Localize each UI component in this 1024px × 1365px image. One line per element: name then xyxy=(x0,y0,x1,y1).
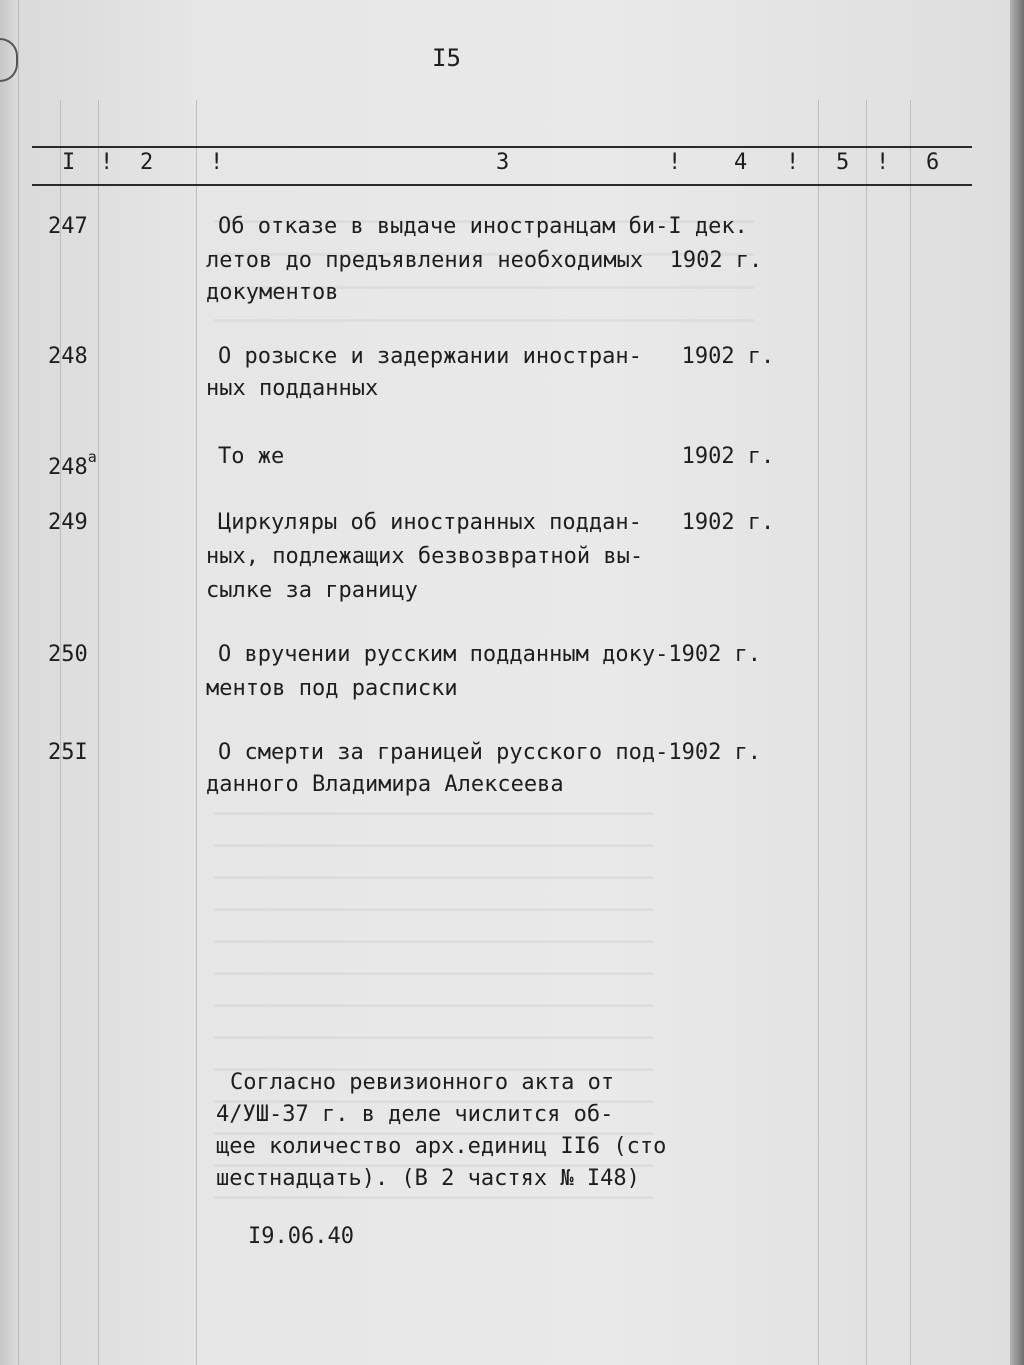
revision-note-line: 4/УШ-37 г. в деле числится об- xyxy=(216,1102,614,1127)
header-col-4: 4 xyxy=(734,150,748,175)
entry-line: Циркуляры об иностранных поддан- 1902 г. xyxy=(218,510,775,535)
entry-line: данного Владимира Алексеева xyxy=(206,772,564,797)
entry-line: О смерти за границей русского под-1902 г. xyxy=(218,740,762,765)
entry-number: 249 xyxy=(48,510,88,535)
form-column-line xyxy=(818,100,819,1365)
form-column-line xyxy=(196,100,197,1365)
entry-line: О розыске и задержании иностран- 1902 г. xyxy=(218,344,775,369)
header-rule-bottom xyxy=(32,184,972,186)
form-column-line xyxy=(98,100,99,1365)
header-rule-top xyxy=(32,146,972,148)
header-sep-1: ! xyxy=(100,150,114,175)
entry-line: летов до предъявления необходимых 1902 г. xyxy=(206,248,763,273)
entry-number: 250 xyxy=(48,642,88,667)
form-column-line xyxy=(60,100,61,1365)
header-col-2: 2 xyxy=(140,150,154,175)
form-column-line xyxy=(866,100,867,1365)
binding-tab xyxy=(0,38,18,82)
page-number: I5 xyxy=(432,44,461,72)
entry-number: 247 xyxy=(48,214,88,239)
entry-number-superscript: а xyxy=(87,448,97,466)
entry-number: 25I xyxy=(48,740,88,765)
entry-number xyxy=(48,440,97,485)
form-column-line xyxy=(910,100,911,1365)
header-sep-5: ! xyxy=(876,150,890,175)
header-col-5: 5 xyxy=(836,150,850,175)
revision-note-line: шестнадцать). (В 2 частях № I48) xyxy=(216,1166,640,1191)
revision-note-line: щее количество арх.единиц II6 (сто xyxy=(216,1134,667,1159)
header-sep-4: ! xyxy=(786,150,800,175)
binding-strip xyxy=(0,0,19,1365)
entry-line: ных, подлежащих безвозвратной вы- xyxy=(206,544,644,569)
header-col-3: 3 xyxy=(496,150,510,175)
entry-line: документов xyxy=(206,280,339,305)
entry-line: ных подданных xyxy=(206,376,379,401)
entry-line: О вручении русским подданным доку-1902 г. xyxy=(218,642,762,667)
header-sep-2: ! xyxy=(210,150,224,175)
header-col-6: 6 xyxy=(926,150,940,175)
revision-note-date: I9.06.40 xyxy=(248,1224,354,1249)
revision-note-line: Согласно ревизионного акта от xyxy=(230,1070,615,1095)
entry-line: То же 1902 г. xyxy=(218,444,775,469)
entry-line: ментов под расписки xyxy=(206,676,458,701)
header-col-1: I xyxy=(62,150,76,175)
entry-number: 248 xyxy=(48,344,88,369)
header-sep-3: ! xyxy=(668,150,682,175)
entry-line: Об отказе в выдаче иностранцам би-I дек. xyxy=(218,214,748,239)
entry-number-main: 248 xyxy=(48,455,88,480)
page-edge-shadow xyxy=(1010,0,1024,1365)
entry-line: сылке за границу xyxy=(206,578,418,603)
